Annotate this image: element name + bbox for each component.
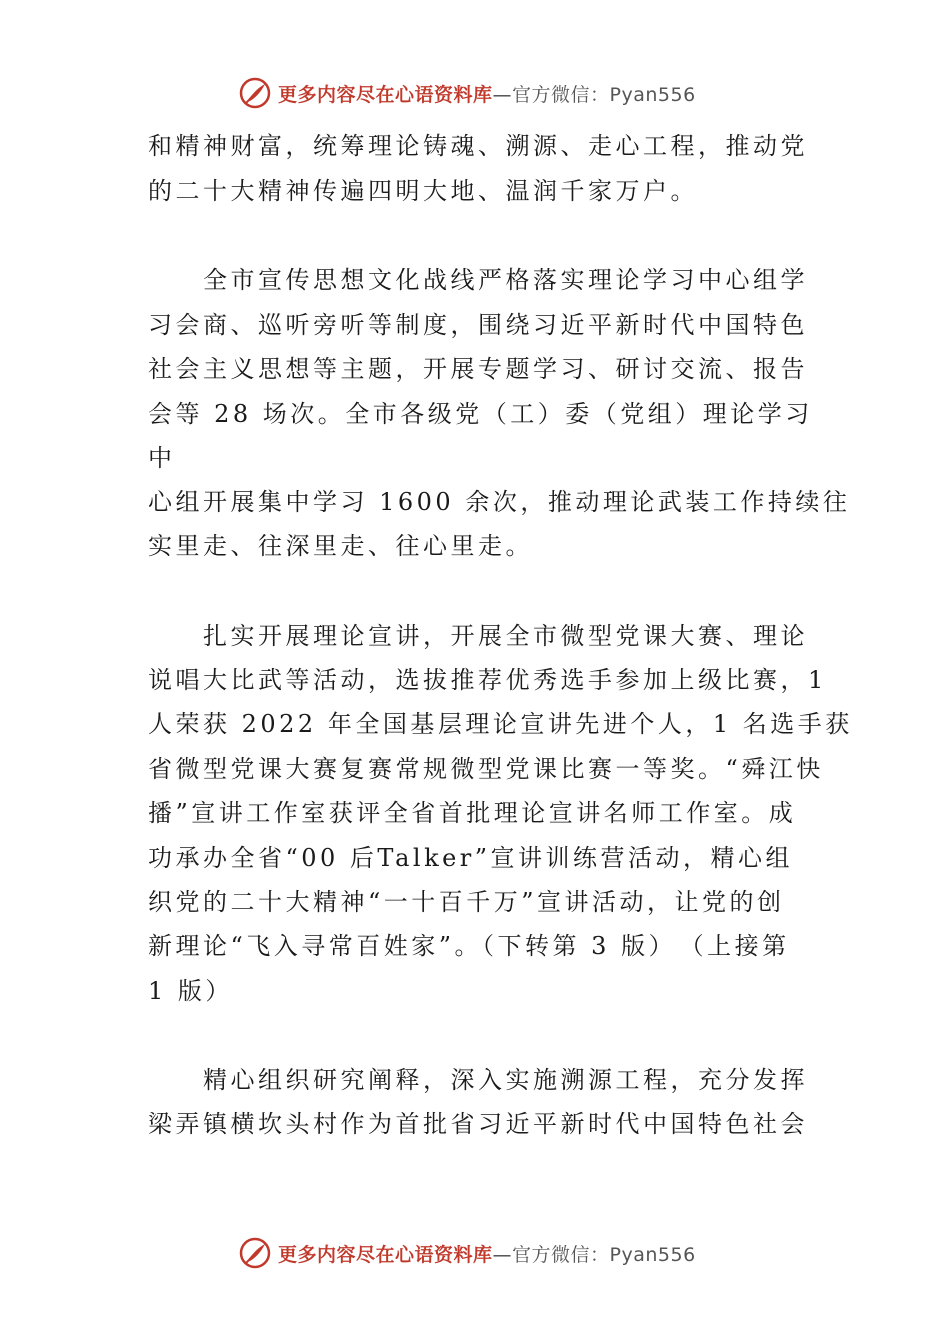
text-line: 社会主义思想等主题，开展专题学习、研讨交流、报告 bbox=[148, 355, 808, 383]
text-line: 梁弄镇横坎头村作为首批省习近平新时代中国特色社会 bbox=[148, 1110, 808, 1138]
watermark-highlight: 更多内容尽在心语资料库 bbox=[278, 84, 493, 106]
watermark-separator: — bbox=[492, 84, 513, 106]
text-line: 中 bbox=[148, 444, 176, 472]
text-line: 功承办全省“00 后Talker”宣讲训练营活动，精心组 bbox=[148, 844, 794, 872]
text-line: 实里走、往深里走、往心里走。 bbox=[148, 532, 533, 560]
text-line: 全市宣传思想文化战线严格落实理论学习中心组学 bbox=[148, 266, 808, 294]
text-line: 织党的二十大精神“一十百千万”宣讲活动，让党的创 bbox=[148, 888, 785, 916]
text-line: 的二十大精神传遍四明大地、温润千家万户。 bbox=[148, 177, 698, 205]
watermark-official-label: 官方微信： bbox=[512, 84, 610, 106]
watermark-separator: — bbox=[492, 1244, 513, 1266]
text-line: 人荣获 2022 年全国基层理论宣讲先进个人，1 名选手获 bbox=[148, 710, 853, 738]
text-line: 精心组织研究阐释，深入实施溯源工程，充分发挥 bbox=[148, 1066, 808, 1094]
watermark-wechat-id: Pyan556 bbox=[609, 84, 696, 106]
text-line: 1 版） bbox=[148, 977, 233, 1005]
text-line: 和精神财富，统筹理论铸魂、溯源、走心工程，推动党 bbox=[148, 132, 808, 160]
feather-circle-logo-icon bbox=[238, 1236, 272, 1270]
watermark-wechat-id: Pyan556 bbox=[609, 1244, 696, 1266]
watermark-text bbox=[278, 80, 696, 107]
text-line: 会等 28 场次。全市各级党（工）委（党组）理论学习 bbox=[148, 400, 813, 428]
text-line: 心组开展集中学习 1600 余次，推动理论武装工作持续往 bbox=[148, 488, 851, 516]
text-line: 省微型党课大赛复赛常规微型党课比赛一等奖。“舜江快 bbox=[148, 755, 824, 783]
header-watermark bbox=[0, 72, 950, 112]
text-line: 新理论“飞入寻常百姓家”。（下转第 3 版） （上接第 bbox=[148, 932, 790, 960]
text-line: 扎实开展理论宣讲，开展全市微型党课大赛、理论 bbox=[148, 622, 808, 650]
watermark-text bbox=[278, 1240, 696, 1267]
watermark-official-label: 官方微信： bbox=[512, 1244, 610, 1266]
footer-watermark bbox=[0, 1232, 950, 1272]
feather-circle-logo-icon bbox=[238, 76, 272, 110]
text-line: 习会商、巡听旁听等制度，围绕习近平新时代中国特色 bbox=[148, 311, 808, 339]
text-line: 播”宣讲工作室获评全省首批理论宣讲名师工作室。成 bbox=[148, 799, 797, 827]
text-line: 说唱大比武等活动，选拔推荐优秀选手参加上级比赛，1 bbox=[148, 666, 827, 694]
watermark-highlight: 更多内容尽在心语资料库 bbox=[278, 1244, 493, 1266]
